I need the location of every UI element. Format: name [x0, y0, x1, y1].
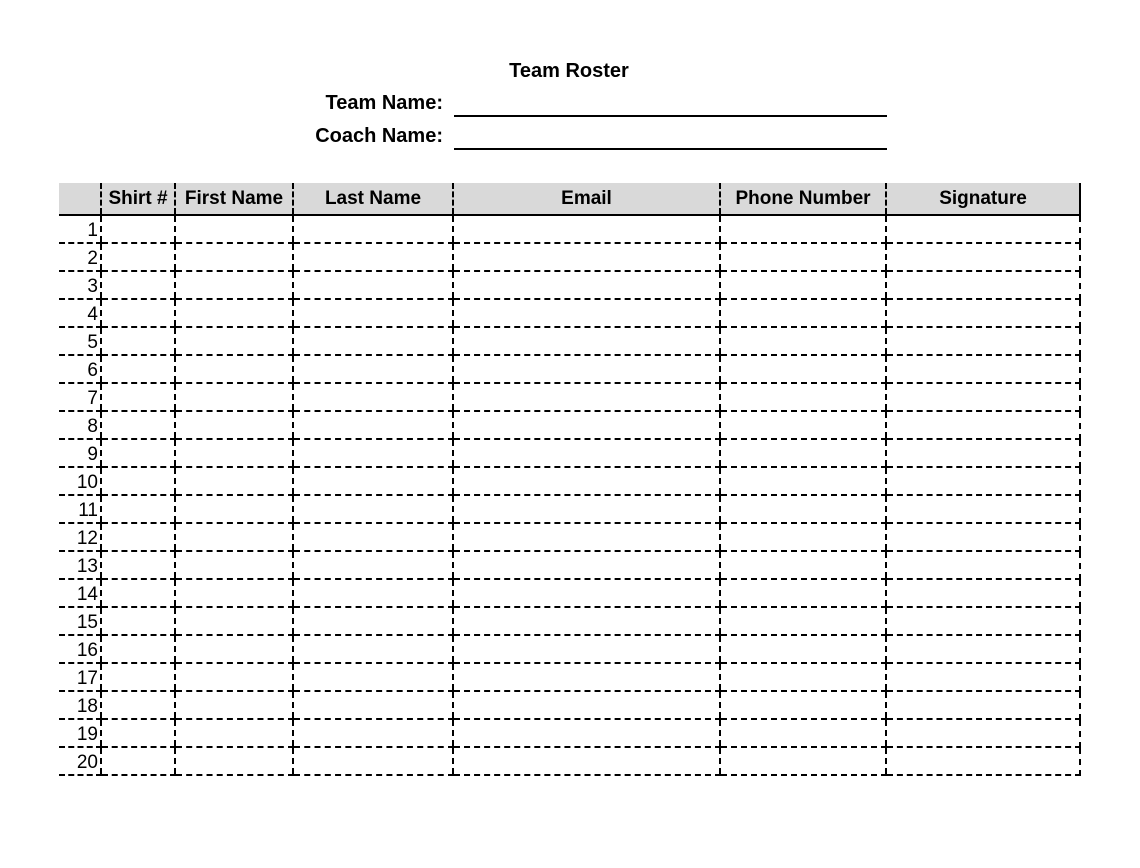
table-row: [59, 467, 1080, 495]
row-number: 1: [59, 215, 101, 243]
signature-cell[interactable]: [886, 663, 1080, 691]
coach-name-row: [250, 125, 890, 155]
shirt-cell[interactable]: [101, 691, 175, 719]
last-name-cell[interactable]: [293, 383, 453, 411]
email-cell[interactable]: [453, 299, 720, 327]
signature-cell[interactable]: [886, 747, 1080, 775]
signature-cell[interactable]: [886, 327, 1080, 355]
email-cell[interactable]: [453, 439, 720, 467]
phone-number-cell[interactable]: [720, 411, 886, 439]
row-number: 10: [59, 467, 101, 495]
first-name-cell[interactable]: [175, 215, 293, 243]
table-row: [59, 635, 1080, 663]
email-cell[interactable]: [453, 411, 720, 439]
shirt-cell[interactable]: [101, 663, 175, 691]
row-number: 7: [59, 383, 101, 411]
first-name-cell[interactable]: [175, 691, 293, 719]
email-cell[interactable]: [453, 243, 720, 271]
shirt-cell[interactable]: [101, 467, 175, 495]
row-number: 17: [59, 663, 101, 691]
row-number: 4: [59, 299, 101, 327]
signature-cell[interactable]: [886, 579, 1080, 607]
header-first-name: First Name: [175, 183, 293, 215]
first-name-cell[interactable]: [175, 495, 293, 523]
signature-cell[interactable]: [886, 607, 1080, 635]
phone-number-cell[interactable]: [720, 691, 886, 719]
last-name-cell[interactable]: [293, 523, 453, 551]
row-number: 8: [59, 411, 101, 439]
shirt-cell[interactable]: [101, 355, 175, 383]
email-cell[interactable]: [453, 747, 720, 775]
email-cell[interactable]: [453, 523, 720, 551]
signature-cell[interactable]: [886, 551, 1080, 579]
signature-cell[interactable]: [886, 243, 1080, 271]
table-row: [59, 579, 1080, 607]
table-row: [59, 215, 1080, 243]
phone-number-cell[interactable]: [720, 271, 886, 299]
signature-cell[interactable]: [886, 635, 1080, 663]
roster-body: [59, 215, 1080, 775]
signature-cell[interactable]: [886, 299, 1080, 327]
row-number: 16: [59, 635, 101, 663]
email-cell[interactable]: [453, 579, 720, 607]
table-row: [59, 299, 1080, 327]
phone-number-cell[interactable]: [720, 551, 886, 579]
email-cell[interactable]: [453, 635, 720, 663]
last-name-cell[interactable]: [293, 243, 453, 271]
first-name-cell[interactable]: [175, 327, 293, 355]
shirt-cell[interactable]: [101, 635, 175, 663]
email-cell[interactable]: [453, 495, 720, 523]
last-name-cell[interactable]: [293, 327, 453, 355]
table-row: [59, 439, 1080, 467]
shirt-cell[interactable]: [101, 411, 175, 439]
email-cell[interactable]: [453, 327, 720, 355]
shirt-cell[interactable]: [101, 327, 175, 355]
table-row: [59, 327, 1080, 355]
phone-number-cell[interactable]: [720, 663, 886, 691]
phone-number-cell[interactable]: [720, 495, 886, 523]
header-last-name: Last Name: [293, 183, 453, 215]
first-name-cell[interactable]: [175, 747, 293, 775]
signature-cell[interactable]: [886, 355, 1080, 383]
first-name-cell[interactable]: [175, 579, 293, 607]
team-name-label: Team Name:: [325, 92, 443, 114]
last-name-cell[interactable]: [293, 551, 453, 579]
email-cell[interactable]: [453, 719, 720, 747]
team-name-row: [250, 92, 890, 122]
last-name-cell[interactable]: [293, 467, 453, 495]
last-name-cell[interactable]: [293, 663, 453, 691]
email-cell[interactable]: [453, 355, 720, 383]
row-number: 5: [59, 327, 101, 355]
phone-number-cell[interactable]: [720, 327, 886, 355]
row-number: 15: [59, 607, 101, 635]
shirt-cell[interactable]: [101, 579, 175, 607]
signature-cell[interactable]: [886, 691, 1080, 719]
row-number: 11: [59, 495, 101, 523]
shirt-cell[interactable]: [101, 299, 175, 327]
last-name-cell[interactable]: [293, 355, 453, 383]
email-cell[interactable]: [453, 215, 720, 243]
coach-name-field[interactable]: [454, 148, 887, 150]
last-name-cell[interactable]: [293, 271, 453, 299]
last-name-cell[interactable]: [293, 299, 453, 327]
shirt-cell[interactable]: [101, 439, 175, 467]
signature-cell[interactable]: [886, 271, 1080, 299]
first-name-cell[interactable]: [175, 355, 293, 383]
first-name-cell[interactable]: [175, 551, 293, 579]
table-row: [59, 383, 1080, 411]
first-name-cell[interactable]: [175, 411, 293, 439]
page-title: Team Roster: [509, 60, 629, 82]
row-number: 6: [59, 355, 101, 383]
row-number: 18: [59, 691, 101, 719]
header-number: [59, 183, 101, 215]
signature-cell[interactable]: [886, 215, 1080, 243]
first-name-cell[interactable]: [175, 663, 293, 691]
email-cell[interactable]: [453, 383, 720, 411]
row-number: 13: [59, 551, 101, 579]
table-row: [59, 551, 1080, 579]
shirt-cell[interactable]: [101, 215, 175, 243]
row-number: 19: [59, 719, 101, 747]
phone-number-cell[interactable]: [720, 747, 886, 775]
first-name-cell[interactable]: [175, 299, 293, 327]
first-name-cell[interactable]: [175, 271, 293, 299]
email-cell[interactable]: [453, 271, 720, 299]
first-name-cell[interactable]: [175, 383, 293, 411]
shirt-cell[interactable]: [101, 495, 175, 523]
table-row: [59, 271, 1080, 299]
first-name-cell[interactable]: [175, 635, 293, 663]
first-name-cell[interactable]: [175, 719, 293, 747]
table-row: [59, 663, 1080, 691]
header-shirt: Shirt #: [101, 183, 175, 215]
shirt-cell[interactable]: [101, 747, 175, 775]
last-name-cell[interactable]: [293, 607, 453, 635]
table-row: [59, 523, 1080, 551]
phone-number-cell[interactable]: [720, 607, 886, 635]
header-signature: Signature: [886, 183, 1080, 215]
phone-number-cell[interactable]: [720, 439, 886, 467]
phone-number-cell[interactable]: [720, 299, 886, 327]
signature-cell[interactable]: [886, 439, 1080, 467]
row-number: 14: [59, 579, 101, 607]
signature-cell[interactable]: [886, 411, 1080, 439]
table-row: [59, 355, 1080, 383]
table-row: [59, 411, 1080, 439]
shirt-cell[interactable]: [101, 719, 175, 747]
last-name-cell[interactable]: [293, 691, 453, 719]
first-name-cell[interactable]: [175, 467, 293, 495]
last-name-cell[interactable]: [293, 719, 453, 747]
row-number: 3: [59, 271, 101, 299]
signature-cell[interactable]: [886, 495, 1080, 523]
coach-name-label: Coach Name:: [315, 125, 443, 147]
shirt-cell[interactable]: [101, 551, 175, 579]
shirt-cell[interactable]: [101, 271, 175, 299]
phone-number-cell[interactable]: [720, 719, 886, 747]
header-email: Email: [453, 183, 720, 215]
phone-number-cell[interactable]: [720, 243, 886, 271]
signature-cell[interactable]: [886, 383, 1080, 411]
email-cell[interactable]: [453, 551, 720, 579]
shirt-cell[interactable]: [101, 607, 175, 635]
phone-number-cell[interactable]: [720, 383, 886, 411]
table-row: [59, 495, 1080, 523]
signature-cell[interactable]: [886, 467, 1080, 495]
signature-cell[interactable]: [886, 523, 1080, 551]
last-name-cell[interactable]: [293, 747, 453, 775]
table-row: [59, 691, 1080, 719]
last-name-cell[interactable]: [293, 439, 453, 467]
phone-number-cell[interactable]: [720, 635, 886, 663]
shirt-cell[interactable]: [101, 523, 175, 551]
row-number: 9: [59, 439, 101, 467]
last-name-cell[interactable]: [293, 495, 453, 523]
row-number: 20: [59, 747, 101, 775]
last-name-cell[interactable]: [293, 579, 453, 607]
row-number: 2: [59, 243, 101, 271]
shirt-cell[interactable]: [101, 383, 175, 411]
email-cell[interactable]: [453, 467, 720, 495]
phone-number-cell[interactable]: [720, 523, 886, 551]
first-name-cell[interactable]: [175, 607, 293, 635]
table-row: [59, 747, 1080, 775]
header-phone-number: Phone Number: [720, 183, 886, 215]
table-row: [59, 719, 1080, 747]
table-row: [59, 607, 1080, 635]
row-number: 12: [59, 523, 101, 551]
team-name-field[interactable]: [454, 115, 887, 117]
phone-number-cell[interactable]: [720, 355, 886, 383]
table-row: [59, 243, 1080, 271]
signature-cell[interactable]: [886, 719, 1080, 747]
first-name-cell[interactable]: [175, 439, 293, 467]
header-row: [59, 183, 1080, 215]
email-cell[interactable]: [453, 607, 720, 635]
first-name-cell[interactable]: [175, 523, 293, 551]
last-name-cell[interactable]: [293, 215, 453, 243]
first-name-cell[interactable]: [175, 243, 293, 271]
shirt-cell[interactable]: [101, 243, 175, 271]
last-name-cell[interactable]: [293, 635, 453, 663]
email-cell[interactable]: [453, 691, 720, 719]
last-name-cell[interactable]: [293, 411, 453, 439]
phone-number-cell[interactable]: [720, 467, 886, 495]
roster-table: [59, 183, 1081, 776]
phone-number-cell[interactable]: [720, 579, 886, 607]
phone-number-cell[interactable]: [720, 215, 886, 243]
email-cell[interactable]: [453, 663, 720, 691]
